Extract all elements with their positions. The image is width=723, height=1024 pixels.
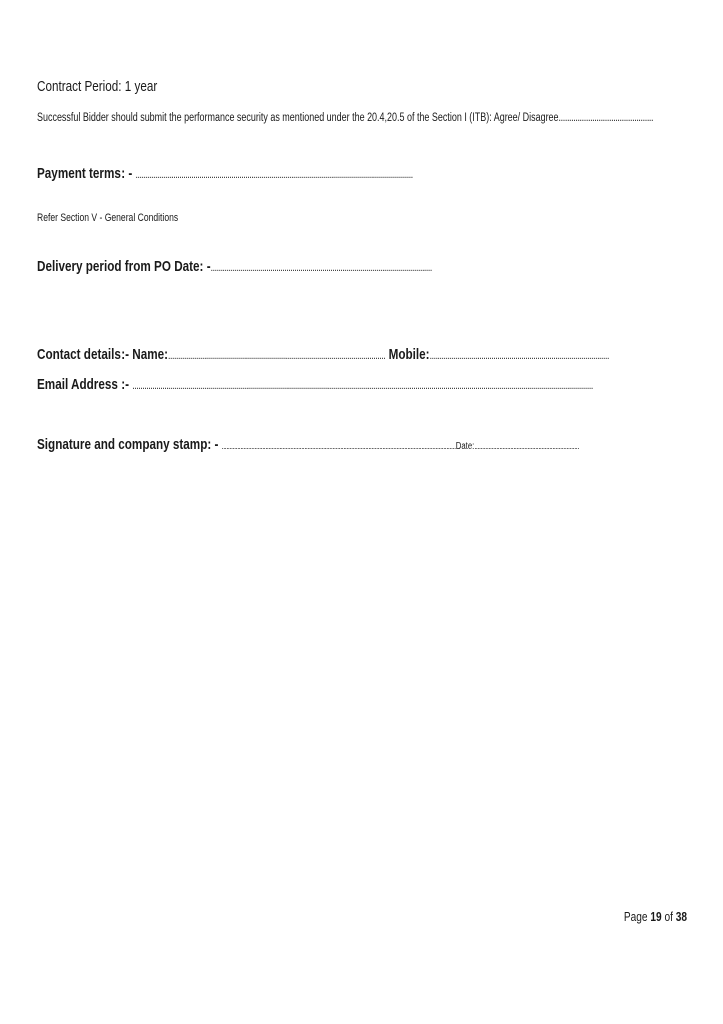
signature-date-fill: ................................................................... [474,441,579,451]
contact-details-line [37,346,723,364]
contact-name-label: :- Name: [121,346,169,363]
signature-date-label: Date: [455,441,475,452]
contact-mobile-fill: .......................................................................................... [429,350,610,362]
payment-terms-separator: : - [121,165,133,182]
email-address-label: Email Address [37,376,118,393]
contact-details-label: Contact details [37,346,121,363]
signature-line [37,436,723,454]
contact-mobile-label: Mobile: [388,346,430,363]
payment-terms-fill: ........................................................................................................................................... [135,169,413,181]
performance-security-fill: ............................................. [558,112,654,124]
contract-period-text: Contract Period: 1 year [37,78,158,95]
footer-total-pages: 38 [675,909,687,924]
footer-page-number: 19 [650,909,662,924]
performance-security-text: Successful Bidder should submit the performance security as mentioned under the 20.4,20.5 of the Section I (ITB): Agree/ Disagree [37,112,559,124]
delivery-period-fill: ............................................................................................................... [210,262,432,274]
refer-section-line [37,208,218,226]
email-address-separator: :- [121,376,130,393]
email-address-line [37,376,723,394]
delivery-period-label: Delivery period from PO Date: - [37,258,211,275]
signature-fill: ...................................................................................................................................................... [221,441,456,451]
refer-section-text: Refer Section V - General Conditions [37,212,179,224]
payment-terms-line [37,165,519,183]
performance-security-line [37,108,723,126]
contract-period-line [37,78,191,96]
page-footer [606,909,687,924]
contact-name-fill: ............................................................................................................. [168,350,386,362]
delivery-period-line [37,258,543,276]
signature-label: Signature and company stamp: - [37,436,219,453]
payment-terms-label: Payment terms [37,165,121,182]
email-address-fill: ....................................................................................................................................................................................................................................... [132,380,593,392]
footer-of-word: of [664,909,673,924]
footer-page-word: Page [623,909,648,924]
